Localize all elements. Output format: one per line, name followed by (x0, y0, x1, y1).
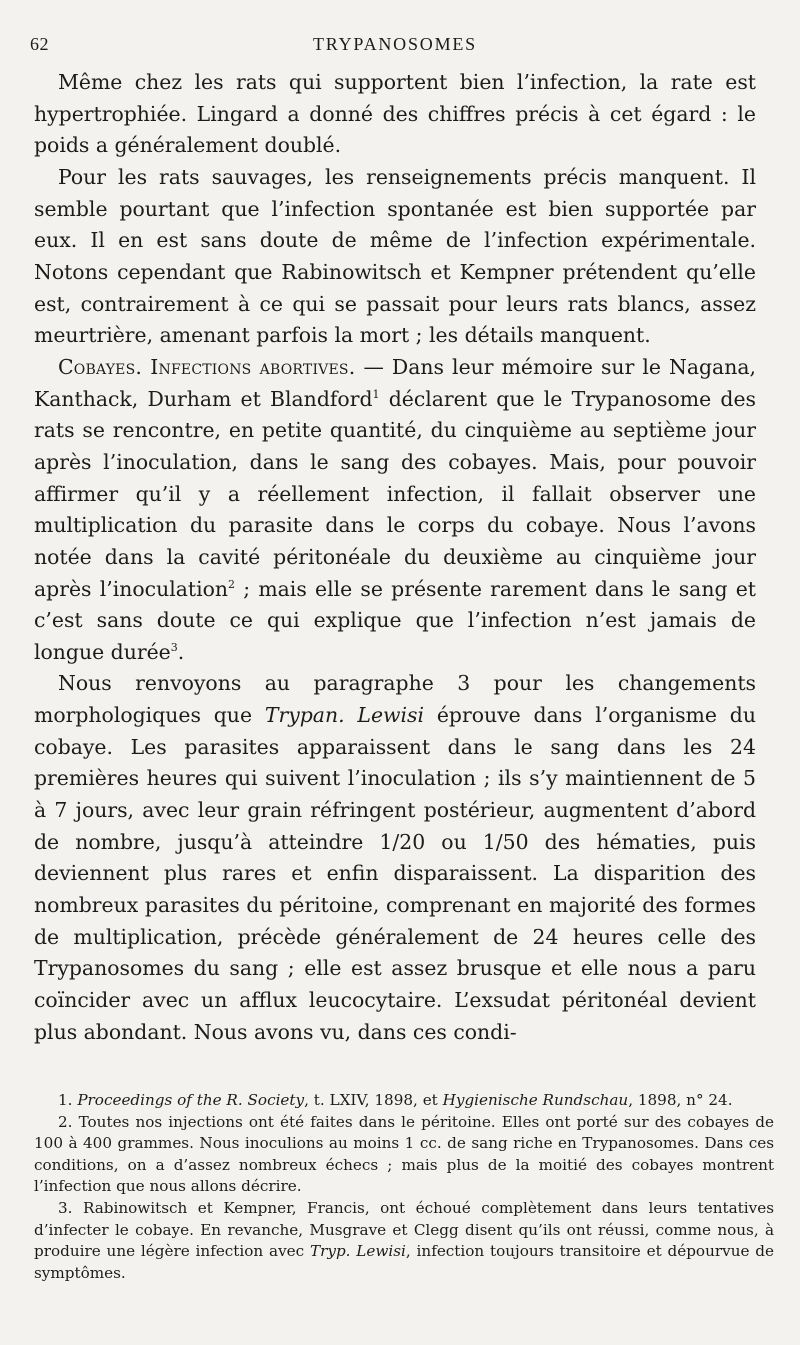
paragraph-3-text-b: déclarent que le Trypanosome des rats se rencontre, en petite quantité, du cinquième au septième jour après l’inoculation, dans le sang des cobayes. Mais, pour pouvoir affirmer qu’il y a réellement infection, il fallait observer une multiplication du parasite dans le corps du cobaye. Nous l’avons notée dans la cavité péritonéale du deuxième au cinquième jour après l’inoculation (34, 386, 756, 601)
footnote-1-journal-1: Proceedings of the R. Society (77, 1091, 305, 1109)
footnote-ref-3: 3 (170, 640, 178, 654)
paragraph-4-text-a: Nous renvoyons au paragraphe 3 pour les changements morphologiques que (34, 671, 756, 728)
page-header (30, 30, 756, 60)
page-number: 62 (30, 34, 49, 54)
section-heading: Cobayes. Infections abortives. (58, 354, 356, 379)
footnote-1-number: 1. (58, 1091, 78, 1109)
footnote-3-text-b: , infection toujours transitoire et dépourvue de symptômes. (34, 1242, 774, 1282)
paragraph-4-text-b: éprouve dans l’organisme du cobaye. Les parasites apparaissent dans le sang dans les 24 premières heures qui suivent l’inoculation ; ils s’y maintiennent de 5 à 7 jours, avec leur grain réfringent postérieur, augmentent d’abord de nombre, jusqu’à atteindre 1/20 ou 1/50 des hématies, puis deviennent plus rares et enfin disparaissent. La disparition des nombreux parasites du péritoine, comprenant en majorité des formes de multiplication, précède généralement de 24 heures celle des Trypanosomes du sang ; elle est assez brusque et elle nous a paru coïncider avec un afflux leucocytaire. L’exsudat péritonéal devient plus abondant. Nous avons vu, dans ces condi- (34, 703, 756, 1044)
footnote-3-species: Tryp. Lewisi (309, 1242, 406, 1261)
footnote-1-text: , t. LXIV, 1898, et (304, 1091, 443, 1109)
footnote-3-text-a: 3. Rabinowitsch et Kempner, Francis, ont échoué complètement dans leurs tentatives d’infecter le cobaye. En revanche, Musgrave et Clegg disent qu’ils ont réussi, comme nous, à produire une légère infection avec (34, 1198, 774, 1261)
footnote-1 (34, 1090, 774, 1112)
heading-dash: — (355, 354, 392, 379)
running-title: TRYPANOSOMES (313, 34, 477, 54)
book-page (30, 30, 774, 1330)
footnote-3 (34, 1198, 774, 1284)
footnote-ref-1: 1 (372, 387, 380, 401)
paragraph-3-text-a: Dans leur mémoire sur le Nagana, Kanthack, Durham et Blandford (34, 354, 756, 411)
paragraph-1: Même chez les rats qui supportent bien l’infection, la rate est hypertrophiée. Lingard a donné des chiffres précis à cet égard : le poids a généralement doublé. (34, 70, 756, 158)
footnote-1-journal-2: Hygienische Rundschau (442, 1091, 629, 1109)
paragraph-3 (34, 352, 756, 669)
paragraph-2: Pour les rats sauvages, les renseignements précis manquent. Il semble pourtant que l’infection spontanée est bien supportée par eux. Il en est sans doute de même de l’infection expérimentale. Notons cependant que Rabinowitsch et Kempner prétendent qu’elle est, contrairement à ce qui se passait pour leurs rats blancs, assez meurtrière, amenant parfois la mort ; les détails manquent. (34, 164, 756, 348)
paragraph-3-text-d: . (177, 639, 185, 664)
paragraph-4 (34, 668, 756, 1048)
footnotes (34, 1090, 774, 1284)
footnote-ref-2: 2 (228, 577, 235, 591)
footnote-1-end: , 1898, n° 24. (628, 1091, 733, 1109)
footnote-2: 2. Toutes nos injections ont été faites dans le péritoine. Elles ont porté sur des cobayes de 100 à 400 grammes. Nous inoculions au moins 1 cc. de sang riche en Trypanosomes. Dans ces conditions, on a d’assez nombreux échecs ; mais plus de la moitié des cobayes montrent l’infection que nous allons décrire. (34, 1112, 774, 1196)
species-name: Trypan. Lewisi (264, 703, 424, 728)
paragraph-3-text-c: ; mais elle se présente rarement dans le sang et c’est sans doute ce qui explique que l’infection n’est jamais de longue durée (34, 576, 756, 664)
body-text (34, 67, 756, 1048)
